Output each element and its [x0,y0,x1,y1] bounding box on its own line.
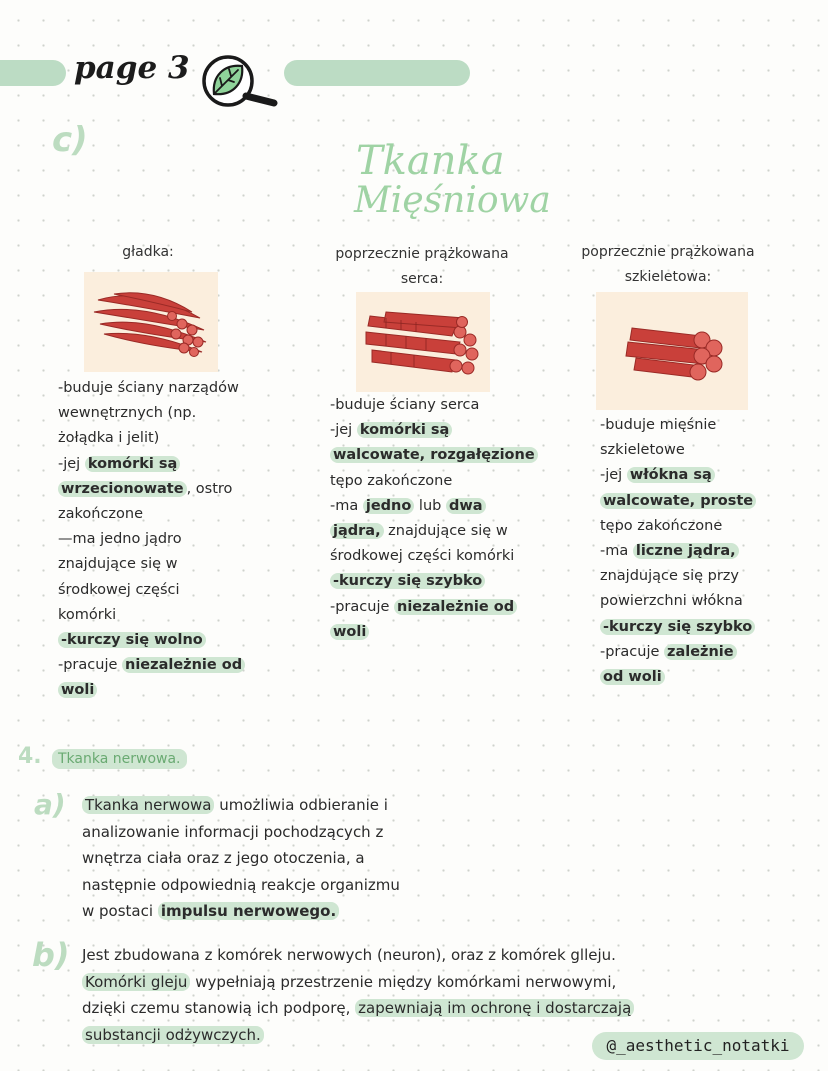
text-line [58,502,278,527]
text-segment: znajdujące się przy [600,568,739,585]
highlighted-text: komórki są [85,456,181,472]
text-segment: znajdujące się w [383,523,508,540]
text-line [82,898,442,925]
column-heading-skeletal [558,240,778,290]
text-line [82,845,442,872]
column-heading-smooth [60,240,236,265]
leaf-magnifier-icon [198,54,280,110]
text-segment: -pracuje [58,657,123,674]
section-title-nervous [52,748,187,767]
text-line [600,640,820,665]
text-segment: zakończone [58,506,144,523]
text-segment: -jej [58,455,85,472]
column-heading-line: poprzecznie prążkowana [335,246,509,262]
text-segment: -buduje ściany serca [330,397,480,413]
text-segment: —ma jedno jądro [58,531,182,548]
text-line [82,969,702,996]
text-segment: -pracuje [600,643,665,660]
text-segment: wewnętrznych (np. [58,405,197,422]
text-segment: -jej [600,467,627,484]
highlighted-text: substancji odżywczych. [82,1026,264,1044]
text-segment: powierzchni włókna [600,593,743,610]
text-line [330,393,570,418]
text-segment: lub [414,497,446,514]
highlighted-text: zależnie [664,644,737,660]
section-title-text: Tkanka nerwowa. [52,749,187,769]
text-line [58,678,278,703]
highlighted-text: liczne jądra, [633,543,739,559]
text-segment: , ostro [186,480,233,497]
page-label: page 3 [74,50,190,86]
text-line [58,628,278,653]
column-heading-line: poprzecznie prążkowana [581,244,755,260]
highlighted-text: -kurczy się szybko [600,619,755,635]
highlighted-text: od woli [600,669,665,685]
text-line [600,514,820,539]
section-letter-c: c) [52,120,88,160]
text-line [330,569,570,594]
section-number-4: 4. [18,744,42,769]
highlighted-text: walcowate, rozgałęzione [330,447,538,463]
highlighted-text: jedno [363,498,414,514]
page-title-line-2: Mięśniowa [354,180,551,221]
text-segment: tępo zakończone [600,517,723,534]
smooth-muscle-illustration [84,272,218,372]
text-line [58,603,278,628]
highlighted-text: Komórki gleju [82,973,190,991]
text-line [82,819,442,846]
text-segment: wypełniają przestrzenie między komórkami nerwowymi, [190,972,617,991]
skeletal-muscle-illustration [596,292,748,410]
text-line [82,872,442,899]
text-line [600,463,820,488]
text-line [600,489,820,514]
text-line [58,477,278,502]
footer-handle: @_aesthetic_notatki [606,1036,790,1055]
text-line [82,792,442,819]
highlighted-text: woli [330,624,369,640]
highlighted-text: zapewniają im ochronę i dostarczają [355,999,634,1017]
text-line [600,413,820,438]
highlighted-text: -kurczy się wolno [58,632,206,648]
header-bar-left [0,60,66,86]
text-segment: znajdujące się w [58,556,178,573]
text-line [58,376,278,401]
text-segment: następnie odpowiednią reakcje organizmu [82,875,400,894]
highlighted-text: niezależnie od [394,599,517,615]
smooth-muscle-image [84,272,218,372]
highlighted-text: walcowate, proste [600,493,756,509]
text-line [330,544,570,569]
text-segment: dzięki czemu stanowią ich podporę, [82,999,356,1017]
text-line [600,615,820,640]
text-line [58,426,278,451]
text-line [330,443,570,468]
column-heading-line: serca: [400,271,444,287]
text-segment: żołądka i jelit) [58,430,160,447]
text-segment: środkowej części komórki [330,548,515,565]
text-line [600,564,820,589]
highlighted-text: impulsu nerwowego. [158,902,339,920]
text-line [58,527,278,552]
text-line [330,494,570,519]
text-segment: analizowanie informacji pochodzących z [82,822,384,841]
column-heading-cardiac [312,242,532,292]
text-line [600,539,820,564]
text-segment: wnętrza ciała oraz z jego otoczenia, a [82,849,365,867]
cardiac-muscle-description [330,393,570,645]
skeletal-muscle-description [600,413,820,690]
text-segment: Jest zbudowana z komórek nerwowych (neuron), oraz z komórek glleju. [82,946,616,964]
column-heading-line: gładka: [122,244,174,260]
text-line [58,552,278,577]
highlighted-text: komórki są [357,422,453,438]
paragraph-letter-a: a) [34,788,66,821]
text-segment: -pracuje [330,598,395,615]
cardiac-muscle-image [356,292,490,392]
text-line [82,995,702,1022]
text-line [600,438,820,463]
text-segment: -buduje ściany narządów [58,380,239,396]
footer-handle-pill [592,1032,804,1060]
page-title-line-1: Tkanka [356,138,505,184]
text-line [82,942,702,969]
text-line [58,653,278,678]
smooth-muscle-description [58,376,278,704]
paragraph-letter-b: b) [32,936,70,974]
text-segment: -buduje mięśnie [600,417,717,433]
column-heading-line: szkieletowa: [624,269,712,285]
text-segment: -ma [600,543,633,560]
text-line [330,469,570,494]
skeletal-muscle-image [596,292,748,410]
highlighted-text: -kurczy się szybko [330,573,485,589]
highlighted-text: wrzecionowate [58,481,187,497]
text-line [58,401,278,426]
paragraph-a [82,792,442,925]
header-bar-right [284,60,470,86]
highlighted-text: niezależnie od [122,657,245,673]
cardiac-muscle-illustration [356,292,490,392]
text-segment: w postaci [82,902,158,920]
highlighted-text: Tkanka nerwowa [82,796,214,814]
text-line [330,519,570,544]
text-segment: środkowej części [58,581,180,598]
text-line [600,589,820,614]
highlighted-text: jądra, [330,523,384,539]
highlighted-text: dwa [446,498,486,514]
text-segment: -jej [330,422,357,439]
text-segment: szkieletowe [600,442,685,459]
text-segment: tępo zakończone [330,472,453,489]
text-line [600,665,820,690]
text-line [330,418,570,443]
text-line [58,452,278,477]
text-line [330,620,570,645]
text-segment: komórki [58,606,117,623]
highlighted-text: włókna są [627,467,715,483]
highlighted-text: woli [58,682,97,698]
text-segment: -ma [330,497,363,514]
text-line [330,595,570,620]
text-segment: umożliwia odbieranie i [214,796,388,814]
text-line [58,578,278,603]
